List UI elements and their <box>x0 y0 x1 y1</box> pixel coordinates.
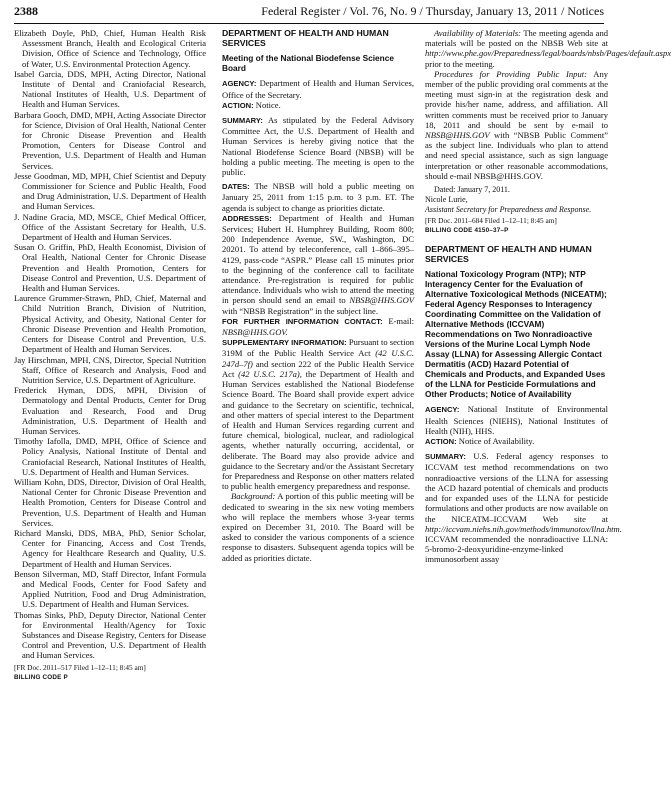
dated-line: Dated: January 7, 2011. <box>434 185 510 195</box>
background-label: Background: <box>231 491 276 502</box>
member-entry: Jesse Goodman, MD, MPH, Chief Scientist and Deputy Commissioner for Science and Public Health, Food and Drug Administration, U.S. Department of Health and Human Services. <box>14 170 206 212</box>
billing-code: BILLING CODE 4150–37–P <box>425 226 509 234</box>
agency-text: National Institute of Environmental Health Sciences (NIEHS), National Institutes of Health (NIH), HHS. <box>425 404 608 436</box>
member-entry: Frederick Hyman, DDS, MPH, Division of Dermatology and Dental Products, Center for Drug Evaluation and Research, Food and Drug Administration, U.S. Department of Health and Human Services. <box>14 385 206 436</box>
availability-text: The meeting agenda and materials will be posted on the NBSB Web site at <box>425 28 608 49</box>
agency-paragraph <box>425 404 608 436</box>
contact-text: E-mail: <box>388 315 414 326</box>
member-entry: Elizabeth Doyle, PhD, Chief, Human Health Risk Assessment Branch, Health and Ecological Criteria Division, Office of Science and Technology, Office of Water, U.S. Environmental Protection Agency. <box>14 28 206 69</box>
action-text: Notice. <box>255 99 281 110</box>
summary-text: As stipulated by the Federal Advisory Committee Act, the U.S. Department of Health and Human Services is hereby giving notice that the National Biodefense Science Board (NBSB) will be holding a public meeting. The meeting is open to the public. <box>222 115 415 178</box>
agency-text: Department of Health and Human Services, Office of the Secretary. <box>222 78 414 100</box>
running-title: Federal Register / Vol. 76, No. 9 / Thursday, January 13, 2011 / Notices <box>261 4 604 18</box>
notice-title: National Toxicology Program (NTP); NTP Interagency Center for the Evaluation of Alternative Toxicological Methods (NICEATM); Federal Agency Responses to Interagency Coordinating Committee on the Validation of Alternative Methods (ICCVAM) Recommendations on Two Nonradioactive Versions of the Murine Local Lymph Node Assay (LLNA) for Assessing Allergic Contact Dermatitis (ACD) Hazard Potential of Chemicals and Products, and Expanded Uses of the LLNA for Pesticide Formulations and Other Products; Notice of Availability <box>425 269 607 400</box>
agency-paragraph <box>222 78 414 99</box>
addresses-text: Department of Health and Human Services; Hubert H. Humphrey Building, Room 800; 200 Independence Avenue, SW., Washington, DC 20201. To attend by teleconference, call 1–866–395–4129, pass-code “ASPR.” Please call 15 minutes prior to the beginning of the conference call to facilitate attendance. Pre-registration is required for public attendance. Individuals who wish to attend the meeting in person should send an email to <box>222 212 414 306</box>
summary-paragraph <box>222 115 414 177</box>
member-entry: Barbara Gooch, DMD, MPH, Acting Associate Director for Science, Division of Oral Health, National Center for Chronic Disease Prevention and Health Promotion, Centers for Disease Control and Prevention, U.S. Department of Health and Human Services. <box>14 109 206 171</box>
dates-text: The NBSB will hold a public meeting on January 25, 2011 from 1:15 p.m. to 3 p.m. ET. The agenda is subject to change as priorities dictate. <box>222 181 414 213</box>
supplementary-label: SUPPLEMENTARY INFORMATION: <box>222 338 347 348</box>
fr-doc-line: [FR Doc. 2011–684 Filed 1–12–11; 8:45 am] <box>425 215 557 225</box>
member-entry: Susan O. Griffin, PhD, Health Economist, Division of Oral Health, National Center for Chronic Disease Prevention and Health Promotion, Centers for Disease Control and Prevention, U.S. Department of Health and Human Services. <box>14 242 206 294</box>
member-entry: Isabel Garcia, DDS, MPH, Acting Director, National Institute of Dental and Craniofacial Research, National Institutes of Health, U.S. Department of Health and Human Services. <box>14 68 206 110</box>
contact-email-link[interactable]: NBSB@HHS.GOV. <box>222 327 288 338</box>
action-paragraph <box>425 436 608 447</box>
action-label: ACTION: <box>222 100 254 110</box>
member-entry: William Kohn, DDS, Director, Division of Oral Health, National Center for Chronic Disease Prevention and Health Promotion, Centers for Disease Control and Prevention, U.S. Department of Health and Human Services. <box>14 476 206 528</box>
signer-title: Assistant Secretary for Preparedness and Response. <box>425 205 592 215</box>
signer-name: Nicole Lurie, <box>425 195 468 205</box>
addresses-label: ADDRESSES: <box>222 213 272 223</box>
member-entry: Timothy Iafolla, DMD, MPH, Office of Science and Policy Analysis, National Institute of Dental and Craniofacial Research, National Institutes of Health, U.S. Department of Health and Human Services. <box>14 436 206 477</box>
member-entry: Richard Manski, DDS, MBA, PhD, Senior Scholar, Center for Financing, Access and Cost Trends, Agency for Healthcare Research and Quality, U.S. Department of Health and Human Services. <box>14 527 206 569</box>
contact-paragraph <box>222 316 414 337</box>
summary-text: U.S. Federal agency responses to ICCVAM test method recommendations on two nonradioactive versions of the LLNA for assessing the ACD hazard potential of chemicals and products and for expanded uses of the LLNA for pesticide formulations and other products are now available on the NICEATM–ICCVAM Web site at <box>425 451 608 524</box>
column-2 <box>222 28 414 563</box>
column-1 <box>14 28 206 683</box>
agency-label: AGENCY: <box>222 79 257 89</box>
action-text: Notice of Availability. <box>458 436 535 447</box>
fr-doc-line: [FR Doc. 2011–517 Filed 1–12–11; 8:45 am] <box>14 662 146 672</box>
member-entry: J. Nadine Gracia, MD, MSCE, Chief Medical Officer, Office of the Assistant Secretary for Health, U.S. Department of Health and Human Services. <box>14 211 206 243</box>
nbsb-url-link[interactable]: http://www.phe.gov/Preparedness/legal/boards/nbsb/Pages/default.aspx <box>425 48 671 59</box>
notice-title: Meeting of the National Biodefense Science Board <box>222 53 394 74</box>
column-3 <box>425 28 671 565</box>
contact-label: FOR FURTHER INFORMATION CONTACT: <box>222 316 383 326</box>
agency-label: AGENCY: <box>425 405 460 415</box>
dates-paragraph <box>222 181 414 213</box>
summary-label: SUMMARY: <box>222 116 263 126</box>
iccvam-url-link[interactable]: http://iccvam.niehs.nih.gov/methods/immunotox/llna.htm. <box>425 523 622 534</box>
header-rule <box>14 23 604 24</box>
action-label: ACTION: <box>425 437 457 447</box>
addresses-email-link[interactable]: NBSB@HHS.GOV <box>349 295 414 306</box>
member-entry: Laurence Grummer-Strawn, PhD, Chief, Maternal and Child Nutrition Branch, Division of Nutrition, Physical Activity, and Obesity, National Center for Chronic Disease Prevention and Health Promotion, Centers for Disease Control and Prevention, U.S. Department of Health and Human Services. <box>14 293 206 355</box>
availability-text-end: prior to the meeting. <box>425 58 495 69</box>
action-paragraph <box>222 100 414 111</box>
page-number: 2388 <box>14 4 38 18</box>
supplementary-text: Pursuant to section 319M of the Public Health Service Act <box>222 337 415 359</box>
agency-heading: DEPARTMENT OF HEALTH AND HUMAN SERVICES <box>425 244 592 265</box>
dates-label: DATES: <box>222 182 250 192</box>
summary-text-end: ICCVAM recommended the nonradioactive LLNA: 5-bromo-2-deoxyuridine-enzyme-linked immunosorbent assay <box>425 533 608 565</box>
procedures-label: Procedures for Providing Public Input: <box>434 68 587 79</box>
member-entry: Jay Hirschman, MPH, CNS, Director, Special Nutrition Staff, Office of Research and Analysis, Food and Nutrition Service, U.S. Department of Agriculture. <box>14 354 206 385</box>
supplementary-text: the Department of Health and Human Services established the National Biodefense Science Board. The Board shall provide expert advice and guidance to the Secretary on scientific, technical, and other matters of special interest to the Department of Health and Human Services regarding current and future chemical, biological, nuclear, and radiological agents, whether naturally occurring, accidental, or deliberate. The Board may also provide advice and guidance to the Secretary and/or the Assistant Secretary for Preparedness and Response on other matters related to public health emergency preparedness and response. <box>222 368 414 492</box>
running-header <box>14 4 604 22</box>
procedures-text-end: with “NBSB Public Comment” as the subject line. Individuals who plan to attend and need special assistance, such as sign language interpretation or other reasonable accommodations, should e-mail NBSB@HHS.GOV. <box>425 130 608 181</box>
summary-paragraph <box>425 451 622 565</box>
background-text: A portion of this public meeting will be dedicated to swearing in the six new voting members who will replace the members whose 3-year terms expired on December 31, 2010. The Board will be asked to consider the various components of a science response to disasters. Subsequent agenda topics will be added as priorities dictate. <box>222 491 415 563</box>
member-entry: Thomas Sinks, PhD, Deputy Director, National Center for Environmental Health/Agency for Toxic Substances and Disease Registry, Centers for Disease Control and Prevention, U.S. Department of Health and Human Services. <box>14 609 206 661</box>
addresses-text-end: with “NBSB Registration” in the subject line. <box>222 305 378 316</box>
supplementary-text: and section 222 of the Public Health Service Act <box>222 358 414 379</box>
citation: (42 U.S.C. 217a), <box>238 368 302 379</box>
agency-heading: DEPARTMENT OF HEALTH AND HUMAN SERVICES <box>222 28 389 49</box>
background-paragraph <box>222 491 414 562</box>
summary-label: SUMMARY: <box>425 452 466 462</box>
procedures-paragraph <box>425 69 608 181</box>
procedures-email-link[interactable]: NBSB@HHS.GOV <box>425 130 490 141</box>
billing-code: BILLING CODE P <box>14 673 68 681</box>
availability-label: Availability of Materials: <box>434 28 522 38</box>
member-entry: Benson Silverman, MD, Staff Director, Infant Formula and Medical Foods, Center for Food Safety and Applied Nutrition, Food and Drug Administration, U.S. Department of Health and Human Services. <box>14 568 206 610</box>
procedures-text: Any member of the public providing oral comments at the meeting must sign-in at the registration desk and provide his/her name, address, and affiliation. All written comments must be received prior to January 18, 2011 and should be sent by e-mail to <box>425 68 608 130</box>
addresses-paragraph <box>222 213 414 316</box>
availability-paragraph <box>425 28 671 69</box>
supplementary-paragraph <box>222 337 414 491</box>
citation: (42 U.S.C. 247d–7f) <box>222 348 414 369</box>
